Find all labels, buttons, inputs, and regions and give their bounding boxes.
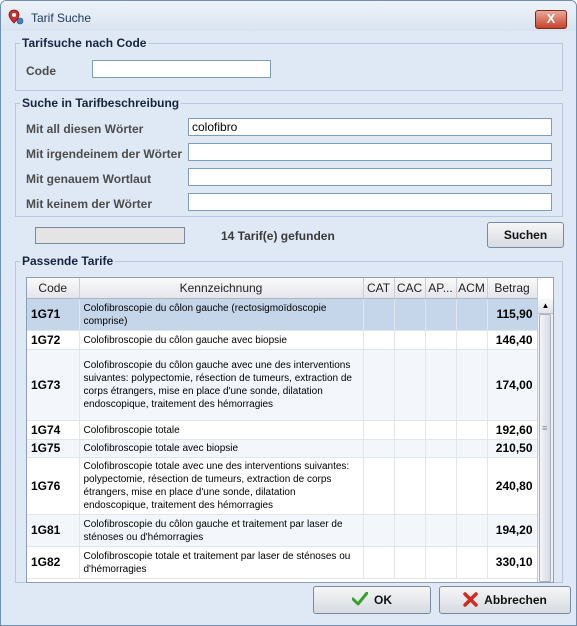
all-words-input[interactable] [188, 118, 552, 136]
row-ap [425, 458, 456, 515]
row-cac [394, 350, 425, 421]
dialog-content [9, 33, 569, 617]
row-code: 1G75 [27, 440, 79, 458]
table-row[interactable] [27, 421, 537, 440]
row-amount: 330,10 [487, 547, 537, 579]
row-cac [394, 440, 425, 458]
row-acm [456, 458, 487, 515]
row-ap [425, 331, 456, 350]
none-words-input[interactable] [188, 193, 552, 211]
code-input[interactable] [92, 60, 271, 78]
row-code: 1G74 [27, 421, 79, 440]
description-search-title: Suche in Tarifbeschreibung [22, 96, 180, 110]
results-table [26, 277, 554, 583]
row-acm [456, 421, 487, 440]
table-row[interactable] [27, 458, 537, 515]
code-label: Code [26, 64, 56, 78]
column-header-ap[interactable]: AP... [425, 278, 456, 299]
close-icon: X [546, 11, 556, 26]
row-ap [425, 440, 456, 458]
row-cat [363, 458, 394, 515]
row-cat [363, 350, 394, 421]
row-acm [456, 331, 487, 350]
row-label: Colofibroscopie du côlon gauche avec biopsie [79, 331, 363, 350]
row-amount: 192,60 [487, 421, 537, 440]
cancel-button[interactable] [439, 586, 571, 614]
row-acm [456, 350, 487, 421]
column-header-code[interactable]: Code [27, 278, 79, 299]
cancel-button-label: Abbrechen [484, 593, 547, 607]
row-label: Colofibroscopie du côlon gauche et traitement par laser de sténoses ou d'hémorragies [79, 515, 363, 547]
table-row[interactable] [27, 515, 537, 547]
row-code: 1G72 [27, 331, 79, 350]
row-label: Colofibroscopie du côlon gauche (rectosigmoïdoscopie comprise) [79, 299, 363, 331]
row-cat [363, 547, 394, 579]
code-search-group [15, 36, 563, 91]
grip-icon: ≡ [542, 423, 548, 433]
search-button[interactable]: Suchen [487, 222, 564, 248]
row-amount: 240,80 [487, 458, 537, 515]
table-row[interactable] [27, 440, 537, 458]
row-amount: 115,90 [487, 299, 537, 331]
exact-phrase-label: Mit genauem Wortlaut [26, 172, 152, 186]
row-cat [363, 421, 394, 440]
row-label: Colofibroscopie du côlon gauche avec une des interventions suivantes: polypectomie, résection de tumeurs, extraction de corps étrangers, mise en place d'une sonde, dilatation endoscopique, traitement des hémorragies [79, 350, 363, 421]
row-acm [456, 440, 487, 458]
any-words-label: Mit irgendeinem der Wörter [26, 147, 183, 161]
results-count-text: 14 Tarif(e) gefunden [221, 229, 335, 243]
row-cac [394, 331, 425, 350]
red-x-icon [463, 592, 478, 607]
row-code: 1G71 [27, 299, 79, 331]
row-amount: 146,40 [487, 331, 537, 350]
row-cac [394, 547, 425, 579]
row-cac [394, 515, 425, 547]
close-button[interactable] [535, 10, 567, 29]
row-label: Colofibroscopie totale avec biopsie [79, 440, 363, 458]
ok-button[interactable] [313, 586, 431, 614]
any-words-input[interactable] [188, 143, 552, 161]
column-header-cac[interactable]: CAC [394, 278, 425, 299]
row-amount: 210,50 [487, 440, 537, 458]
row-amount: 194,20 [487, 515, 537, 547]
table-row[interactable] [27, 299, 537, 331]
row-cat [363, 299, 394, 331]
row-ap [425, 515, 456, 547]
row-cac [394, 458, 425, 515]
row-acm [456, 299, 487, 331]
results-scrollbar[interactable] [537, 298, 553, 582]
all-words-label: Mit all diesen Wörter [26, 122, 144, 136]
results-title: Passende Tarife [22, 254, 114, 268]
row-ap [425, 421, 456, 440]
scroll-up-arrow-icon[interactable]: ▲ [538, 298, 553, 314]
column-header-kennzeichnung[interactable]: Kennzeichnung [79, 278, 363, 299]
row-ap [425, 350, 456, 421]
row-code: 1G82 [27, 547, 79, 579]
row-label: Colofibroscopie totale avec une des interventions suivantes: polypectomie, résection de tumeurs, extraction de corps étrangers, mise en place d'une sonde, dilatation endoscopique, traitement des hémorragies [79, 458, 363, 515]
row-acm [456, 547, 487, 579]
row-label: Colofibroscopie totale et traitement par laser de sténoses ou d'hémorragies [79, 547, 363, 579]
scrollbar-thumb[interactable] [539, 314, 551, 582]
row-ap [425, 547, 456, 579]
ok-button-label: OK [374, 593, 392, 607]
table-row[interactable] [27, 547, 537, 579]
column-header-cat[interactable]: CAT [363, 278, 394, 299]
exact-phrase-input[interactable] [188, 168, 552, 186]
row-code: 1G81 [27, 515, 79, 547]
column-header-betrag[interactable]: Betrag [487, 278, 537, 299]
row-cat [363, 515, 394, 547]
code-search-title: Tarifsuche nach Code [22, 36, 147, 50]
search-progress-bar [35, 227, 185, 244]
table-row[interactable] [27, 331, 537, 350]
row-code: 1G76 [27, 458, 79, 515]
row-cac [394, 299, 425, 331]
row-cac [394, 421, 425, 440]
map-pin-icon [8, 9, 24, 25]
row-cat [363, 331, 394, 350]
none-words-label: Mit keinem der Wörter [26, 197, 153, 211]
window-title: Tarif Suche [31, 11, 92, 25]
row-amount: 174,00 [487, 350, 537, 421]
row-code: 1G73 [27, 350, 79, 421]
row-acm [456, 515, 487, 547]
table-row[interactable] [27, 350, 537, 421]
title-bar[interactable] [1, 1, 576, 31]
check-icon [352, 592, 368, 606]
row-ap [425, 299, 456, 331]
row-cat [363, 440, 394, 458]
description-search-group [15, 96, 563, 217]
row-label: Colofibroscopie totale [79, 421, 363, 440]
column-header-acm[interactable]: ACM [456, 278, 487, 299]
table-header-row [27, 278, 537, 299]
